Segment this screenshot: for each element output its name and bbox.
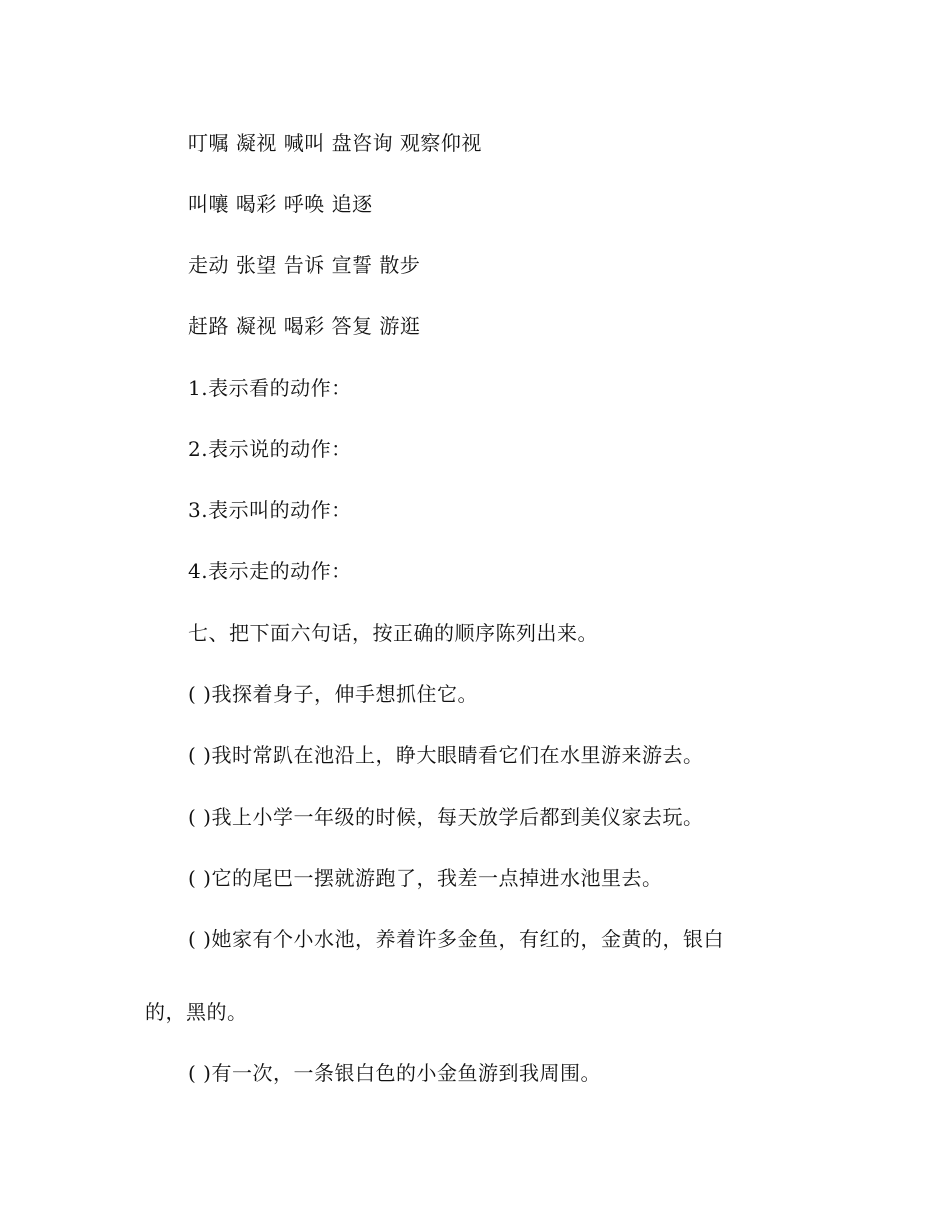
section-title: 七、把下面六句话，按正确的顺序陈列出来。	[188, 621, 598, 645]
word-row-3: 走动 张望 告诉 宣誓 散步	[188, 253, 421, 277]
sentence-3: ( )我上小学一年级的时候，每天放学后都到美仪家去玩。	[188, 805, 704, 829]
sentence-5-continuation: 的，黑的。	[145, 1000, 248, 1024]
question-1: 1.表示看的动作：	[188, 376, 352, 400]
question-3: 3.表示叫的动作：	[188, 498, 352, 522]
sentence-6: ( )有一次，一条银白色的小金鱼游到我周围。	[188, 1061, 601, 1085]
sentence-2: ( )我时常趴在池沿上，睁大眼睛看它们在水里游来游去。	[188, 743, 704, 767]
sentence-4: ( )它的尾巴一摆就游跑了，我差一点掉进水池里去。	[188, 866, 663, 890]
word-row-1: 叮嘱 凝视 喊叫 盘咨询 观察仰视	[188, 131, 482, 155]
word-row-2: 叫嚷 喝彩 呼唤 追逐	[188, 192, 373, 216]
question-2: 2.表示说的动作：	[188, 437, 352, 461]
sentence-1: ( )我探着身子，伸手想抓住它。	[188, 682, 478, 706]
question-4: 4.表示走的动作：	[188, 559, 352, 583]
sentence-5: ( )她家有个小水池，养着许多金鱼，有红的，金黄的，银白	[188, 927, 724, 951]
word-row-4: 赶路 凝视 喝彩 答复 游逛	[188, 314, 421, 338]
